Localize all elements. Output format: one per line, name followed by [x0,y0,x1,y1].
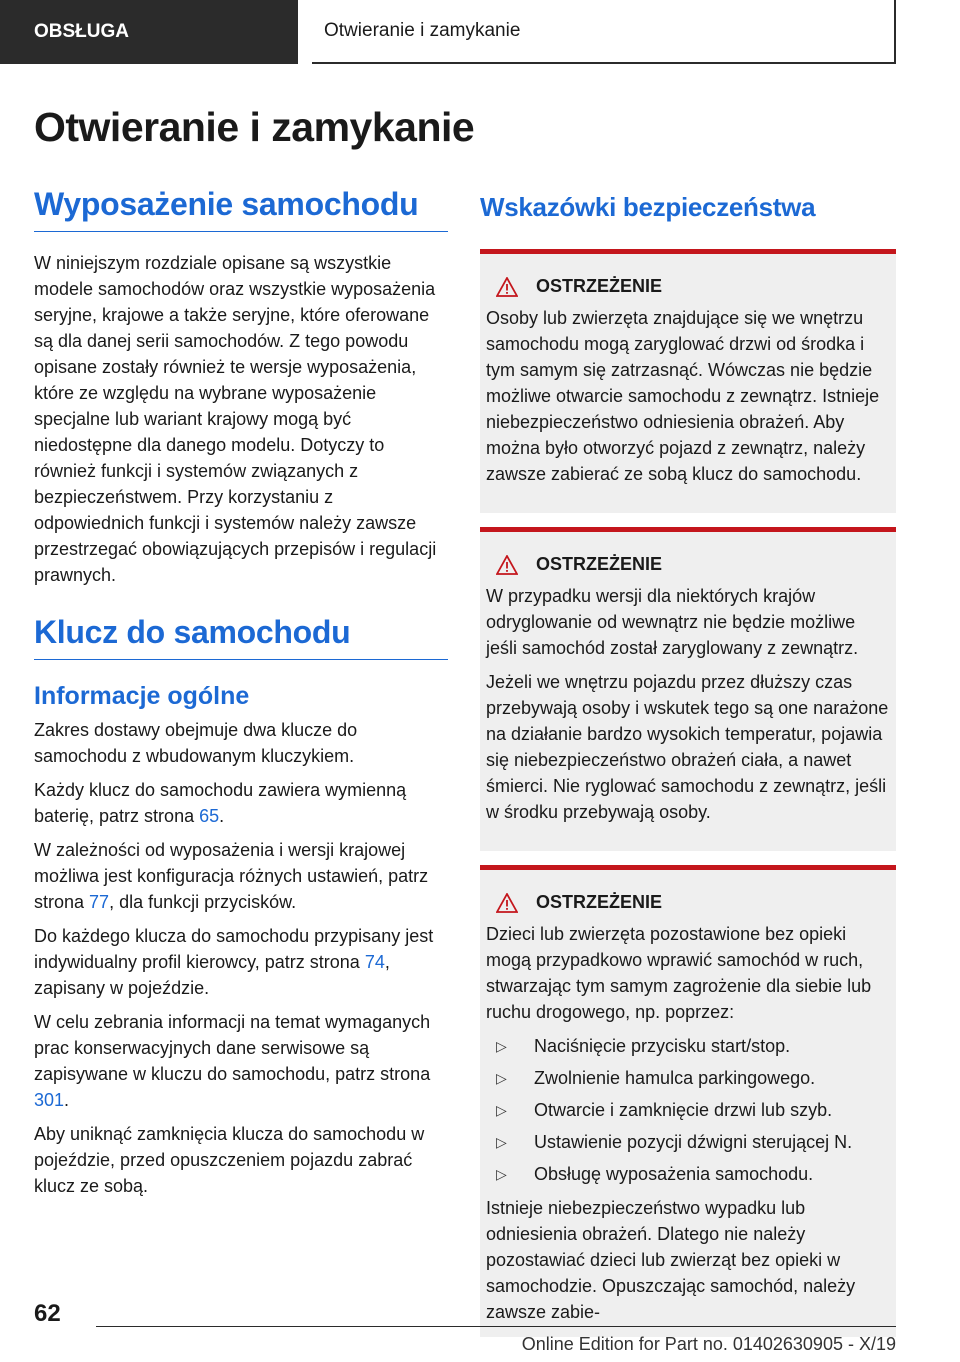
text-span: . [64,1090,70,1110]
list-item [486,1033,890,1059]
text-span: W celu zebrania informacji na temat wymaganych prac konserwacyjnych dane serwisowe są zapisywane w kluczu do samochodu, patrz strona [34,1012,431,1084]
section-tab: OBSŁUGA [0,0,298,64]
list-item [486,1129,890,1155]
bullet-triangle-icon: ▷ [496,1102,507,1118]
page-link-301[interactable]: 301 [34,1090,65,1110]
warning-header [496,276,890,297]
list-item [486,1097,890,1123]
warning-text-2a: W przypadku wersji dla niektórych krajów odryglowanie od wewnątrz nie będzie możliwe jeśli samochód został zaryglowany z zewnątrz. [486,586,859,658]
left-column [34,186,448,1207]
footer-edition: Online Edition for Part no. 01402630905 - X/19 [521,1334,896,1354]
right-column [480,186,896,1337]
warning-box-1 [480,249,896,513]
warning-text-3a: Dzieci lub zwierzęta pozostawione bez opieki mogą przypadkowo wprawić samochód w ruch, stwarzając tym samym zagrożenie dla siebie lub ruchu drogowego, np. poprzez: [486,924,872,1022]
key-paragraph-1: Zakres dostawy obejmuje dwa klucze do samochodu z wbudowanym kluczykiem. [34,720,358,766]
warning-text-2b: Jeżeli we wnętrzu pojazdu przez dłuższy czas przebywają osoby i wskutek tego są one narażone na działanie bardzo wysokich temperatur, pojawia się niebezpieczeństwo obrażeń ciała, a nawet śmierci. Nie ryglować samochodu z zewnątrz, jeśli w środku przebywają osoby. [486,672,889,822]
warning-header [496,892,890,913]
text-span: , zapisany w pojeździe. [34,952,390,998]
text-span: W zależności od wyposażenia i wersji krajowej możliwa jest konfiguracja różnych ustawień, patrz strona [34,840,429,912]
bullet-triangle-icon: ▷ [496,1038,507,1054]
page-link-74[interactable]: 74 [364,952,385,972]
warning-box-3 [480,865,896,1337]
list-item-text: Naciśnięcie przycisku start/stop. [534,1036,791,1056]
page-title: Otwieranie i zamykanie [34,104,475,150]
warning-text-1: Osoby lub zwierzęta znajdujące się we wnętrzu samochodu mogą zaryglować drzwi od środka i tym samym się zatrzasnąć. Wówczas nie będzie możliwe otwarcie samochodu z zewnątrz. Istnieje niebezpieczeństwo odniesienia obrażeń. Aby można było otworzyć pojazd z zewnątrz, należy zawsze zabierać ze sobą klucz do samochodu. [486,308,880,484]
text-span: Do każdego klucza do samochodu przypisany jest indywidualny profil kierowcy, patrz strona [34,926,434,972]
warning-header [496,554,890,575]
list-item [486,1161,890,1187]
warning-triangle-icon [496,277,518,297]
equipment-heading: Wyposażenie samochodu [34,186,448,232]
text-span: . [219,806,225,826]
list-item-text: Obsługę wyposażenia samochodu. [534,1164,814,1184]
warning-bullet-list [486,1033,890,1187]
page-number: 62 [34,1300,61,1327]
page-link-65[interactable]: 65 [199,806,220,826]
safety-heading: Wskazówki bezpieczeństwa [480,192,816,222]
list-item-text: Zwolnienie hamulca parkingowego. [534,1068,816,1088]
key-paragraph-4 [34,923,448,1001]
bullet-triangle-icon: ▷ [496,1070,507,1086]
warning-box-2 [480,527,896,851]
warning-text-3b: Istnieje niebezpieczeństwo wypadku lub odniesienia obrażeń. Dlatego nie należy pozostawiać dzieci lub zwierząt bez opieki w samochodzie. Opuszczając samochód, należy zawsze zabie- [486,1198,856,1322]
bullet-triangle-icon: ▷ [496,1134,507,1150]
bullet-triangle-icon: ▷ [496,1166,507,1182]
equipment-text: W niniejszym rozdziale opisane są wszystkie modele samochodów oraz wszystkie wyposażenia seryjne, krajowe a także seryjne, które oferowane są dla danej serii samochodów. Z tego powodu opisane zostały również te wersje wyposażenia, które ze względu na wybrane wyposażenie specjalne lub wariant krajowy mogą być niedostępne dla danego modelu. Dotyczy to również funkcji i systemów związanych z bezpieczeństwem. Przy korzystaniu z odpowiednich funkcji i systemów należy zawsze przestrzegać obowiązujących przepisów i regulacji prawnych. [34,253,437,585]
footer-divider [96,1326,896,1327]
key-paragraph-5 [34,1009,448,1113]
list-item-text: Ustawienie pozycji dźwigni sterującej N. [534,1132,853,1152]
text-span: , dla funkcji przycisków. [109,892,297,912]
text-span: Każdy klucz do samochodu zawiera wymienną baterię, patrz strona [34,780,407,826]
warning-triangle-icon [496,555,518,575]
key-paragraph-6: Aby uniknąć zamknięcia klucza do samochodu w pojeździe, przed opuszczeniem pojazdu zabrać klucz ze sobą. [34,1124,425,1196]
general-heading: Informacje ogólne [34,682,250,710]
chapter-title: Otwieranie i zamykanie [312,0,896,64]
key-heading: Klucz do samochodu [34,614,448,660]
key-paragraph-3 [34,837,448,915]
page-link-77[interactable]: 77 [89,892,110,912]
warning-label: OSTRZEŻENIE [536,276,663,296]
warning-label: OSTRZEŻENIE [536,892,663,912]
list-item [486,1065,890,1091]
list-item-text: Otwarcie i zamknięcie drzwi lub szyb. [534,1100,833,1120]
warning-label: OSTRZEŻENIE [536,554,663,574]
key-paragraph-2 [34,777,448,829]
warning-triangle-icon [496,893,518,913]
